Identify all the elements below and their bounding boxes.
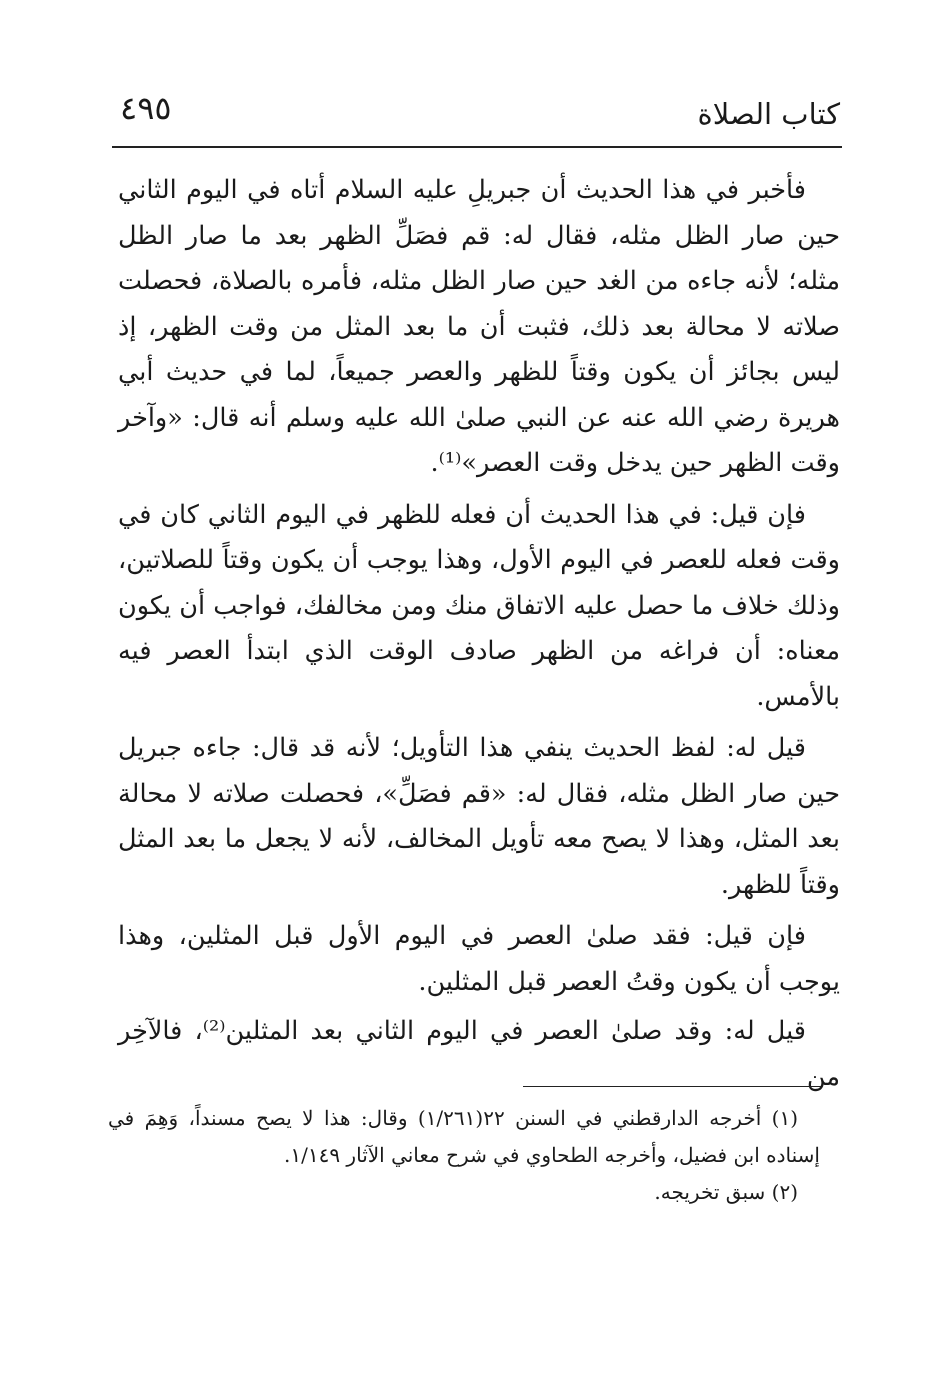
footnote-2: (٢) سبق تخريجه. bbox=[654, 1180, 798, 1204]
chapter-title: كتاب الصلاة bbox=[697, 97, 840, 131]
paragraph-3: قيل له: لفظ الحديث ينفي هذا التأويل؛ لأنه قد قال: جاءه جبريل حين صار الظل مثله، فقال له: «قم فصَلِّ»، فحصلت صلاته لا محالة بعد المثل، وهذا لا يصح معه تأويل المخالف، لأنه لا يجعل ما بعد المثل وقتاً للظهر. bbox=[118, 733, 840, 900]
main-text bbox=[118, 168, 840, 1106]
page-number: ٤٩٥ bbox=[120, 89, 172, 127]
paragraph-2: فإن قيل: في هذا الحديث أن فعله للظهر في اليوم الثاني كان في وقت فعله للعصر في اليوم الأول، وهذا يوجب أن يكون وقتاً للصلاتين، وذلك خلاف ما حصل عليه الاتفاق منك ومن مخالفك، فواجب أن يكون معناه: أن فراغه من الظهر صادف الوقت الذي ابتدأ العصر فيه بالأمس. bbox=[118, 499, 840, 712]
running-header bbox=[112, 88, 840, 138]
paragraph-4: فإن قيل: فقد صلىٰ العصر في اليوم الأول قبل المثلين، وهذا يوجب أن يكون وقتُ العصر قبل المثلين. bbox=[118, 921, 840, 997]
footnote-1: (١) أخرجه الدارقطني في السنن ٢٢(١/٢٦١) وقال: هذا لا يصح مسنداً، وَهِمَ في إسناده ابن فضيل، وأخرجه الطحاوي في شرح معاني الآثار ١/١٤٩. bbox=[108, 1106, 820, 1167]
paragraph-1: فأخبر في هذا الحديث أن جبريلِ عليه السلام أتاه في اليوم الثاني حين صار الظل مثله، فقال له: قم فصَلِّ الظهر بعد ما صار الظل مثله؛ لأنه جاءه من الغد حين صار الظل مثله، فأمره بالصلاة، فحصلت صلاته لا محالة بعد ذلك، فثبت أن ما بعد المثل من وقت الظهر، إذ ليس بجائز أن يكون وقتاً للظهر والعصر جميعاً، لما في حديث أبي هريرة رضي الله عنه عن النبي صلىٰ الله عليه وسلم أنه قال: «وآخر وقت الظهر حين يدخل وقت العصر»⁽¹⁾. bbox=[118, 175, 840, 478]
header-divider bbox=[112, 146, 842, 148]
footnote-divider bbox=[523, 1086, 821, 1087]
footnotes bbox=[108, 1100, 820, 1211]
paragraph-5: قيل له: وقد صلىٰ العصر في اليوم الثاني بعد المثلين⁽²⁾، فالآخِر من bbox=[118, 1016, 840, 1092]
